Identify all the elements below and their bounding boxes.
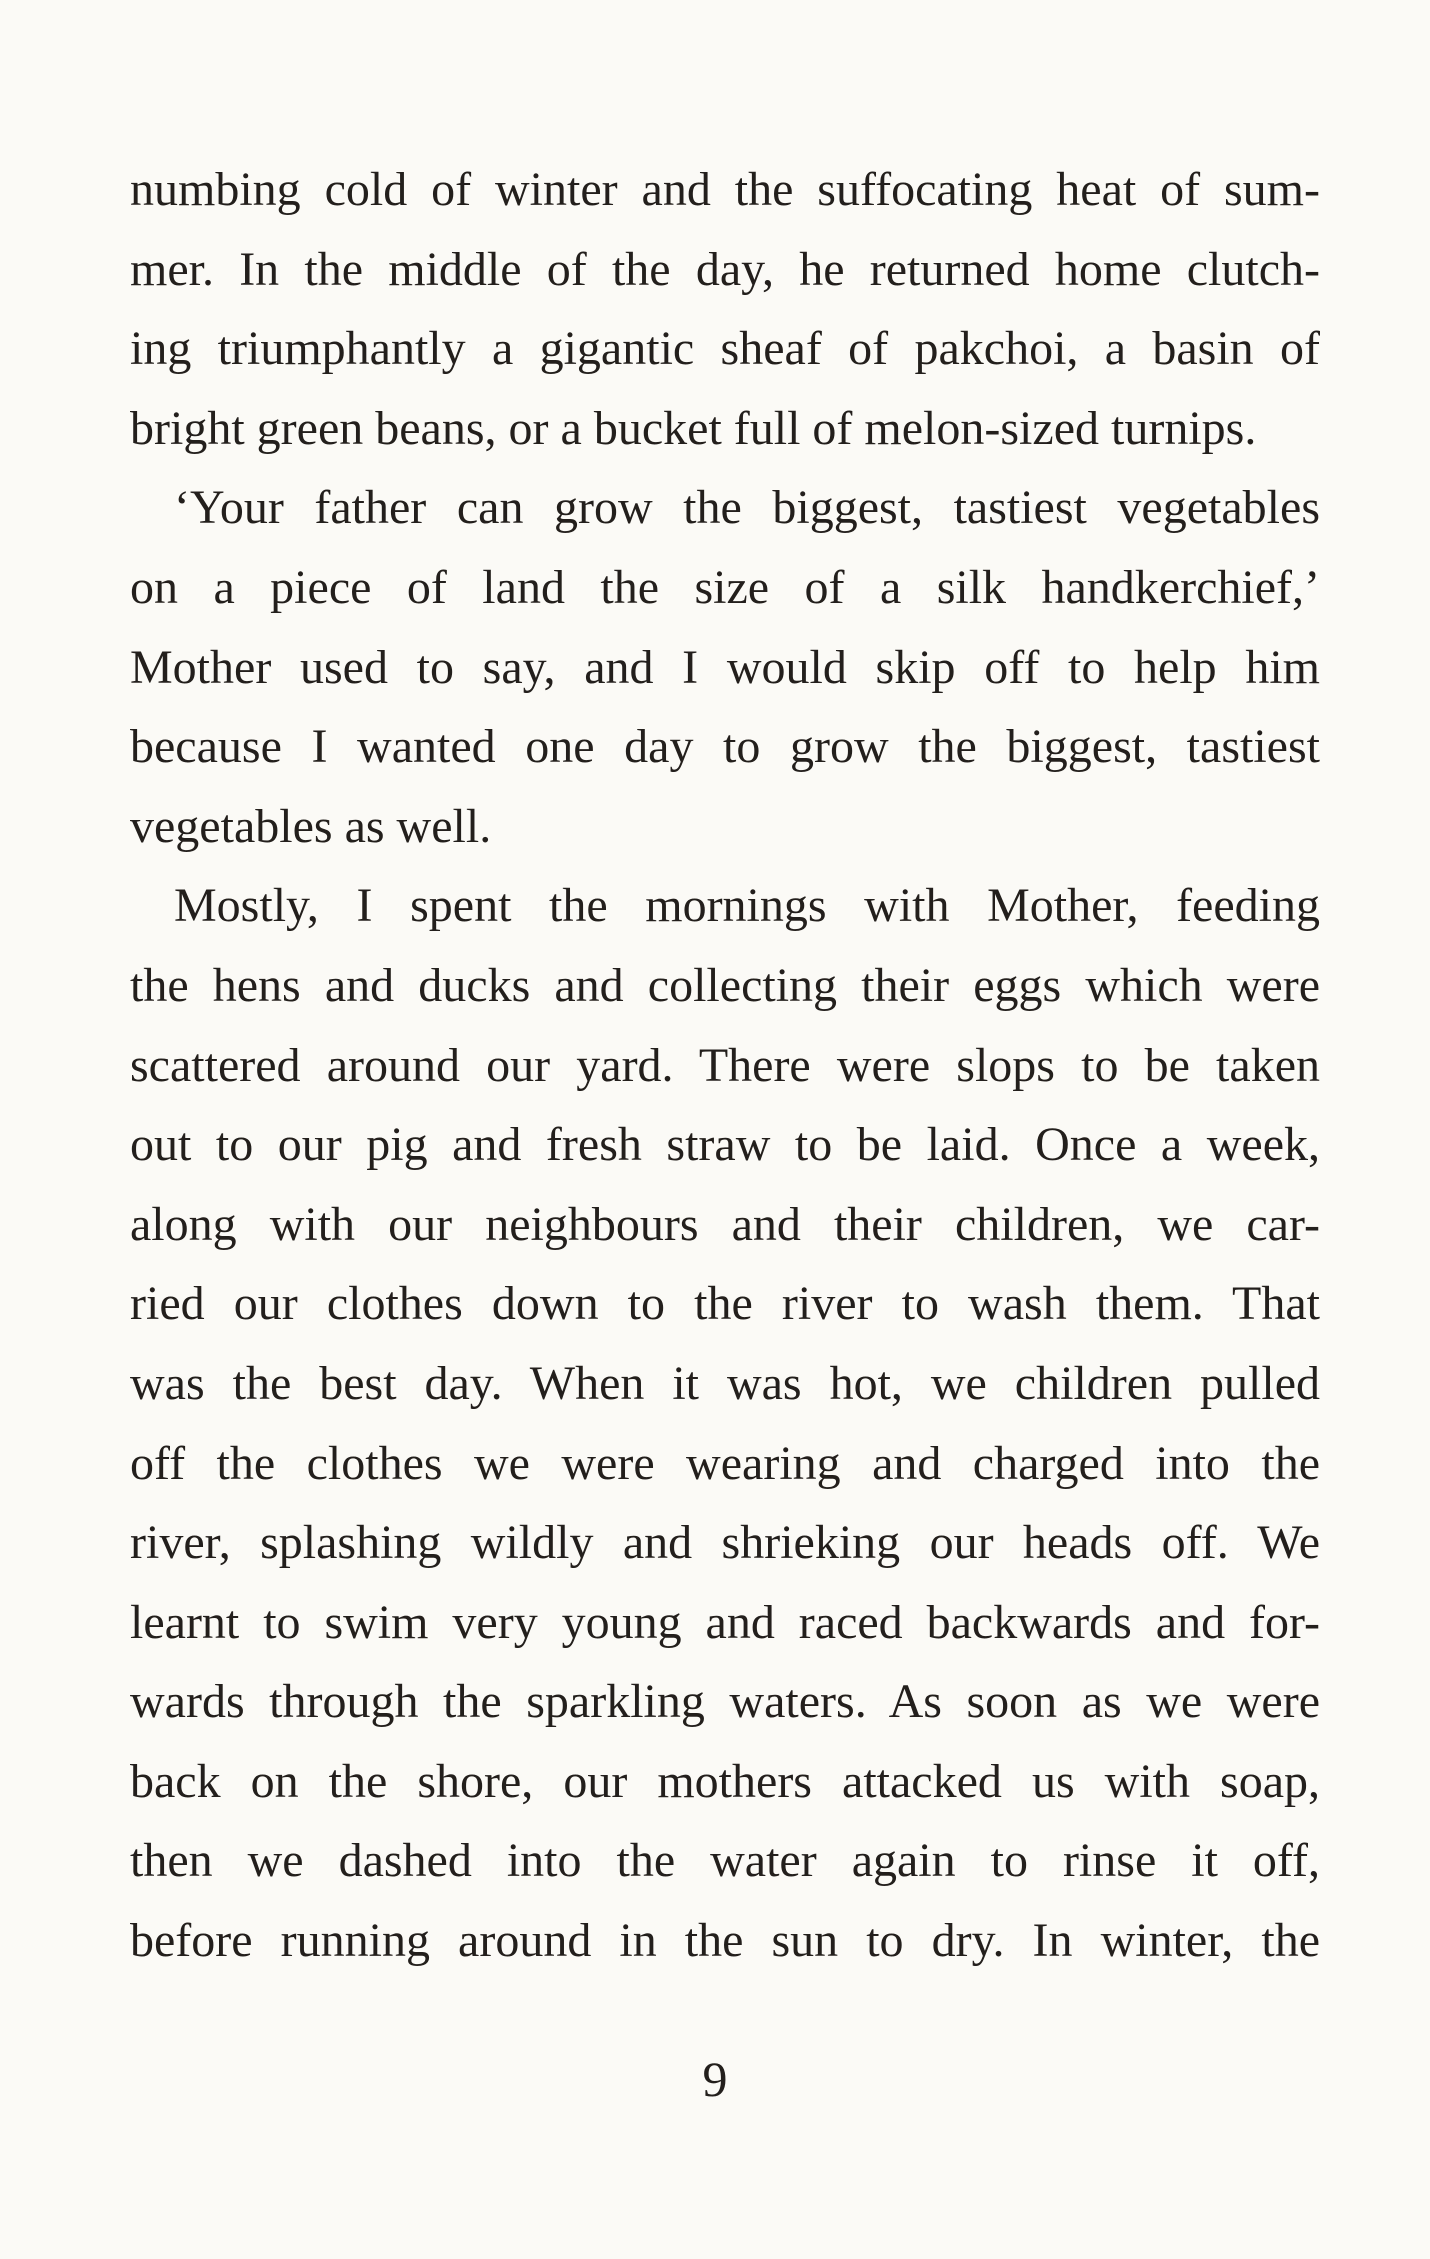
text-line: ried our clothes down to the river to wash them. That (130, 1277, 1320, 1331)
page-number: 9 (702, 2051, 728, 2107)
text-line: bright green beans, or a bucket full of melon-sized turnips. (130, 401, 1257, 455)
text-line: Mostly, I spent the mornings with Mother, feeding (174, 879, 1320, 933)
text-line: on a piece of land the size of a silk handkerchief,’ (130, 560, 1320, 614)
text-line: ing triumphantly a gigantic sheaf of pakchoi, a basin of (130, 322, 1320, 376)
text-line: numbing cold of winter and the suffocating heat of sum- (130, 163, 1320, 216)
text-line: out to our pig and fresh straw to be laid. Once a week, (130, 1118, 1320, 1172)
text-line: scattered around our yard. There were slops to be taken (130, 1038, 1320, 1092)
text-line: mer. In the middle of the day, he returned home clutch- (130, 242, 1320, 296)
text-line: along with our neighbours and their children, we car- (130, 1197, 1320, 1251)
text-line: river, splashing wildly and shrieking our heads off. We (130, 1516, 1320, 1570)
text-line: before running around in the sun to dry. In winter, the (130, 1914, 1320, 1968)
text-line: learnt to swim very young and raced backwards and for- (130, 1595, 1320, 1649)
text-line: Mother used to say, and I would skip off to help him (130, 640, 1320, 694)
body-text (130, 150, 1320, 1981)
text-line: wards through the sparkling waters. As soon as we were (130, 1675, 1320, 1729)
text-line: back on the shore, our mothers attacked us with soap, (130, 1754, 1320, 1808)
text-line: off the clothes we were wearing and charged into the (130, 1436, 1320, 1490)
text-line: because I wanted one day to grow the biggest, tastiest (130, 720, 1320, 774)
text-line: was the best day. When it was hot, we children pulled (130, 1356, 1320, 1410)
text-line: ‘Your father can grow the biggest, tastiest vegetables (174, 481, 1320, 535)
text-line: vegetables as well. (130, 799, 492, 853)
text-line: then we dashed into the water again to rinse it off, (130, 1834, 1320, 1888)
text-line: the hens and ducks and collecting their eggs which were (130, 958, 1320, 1012)
